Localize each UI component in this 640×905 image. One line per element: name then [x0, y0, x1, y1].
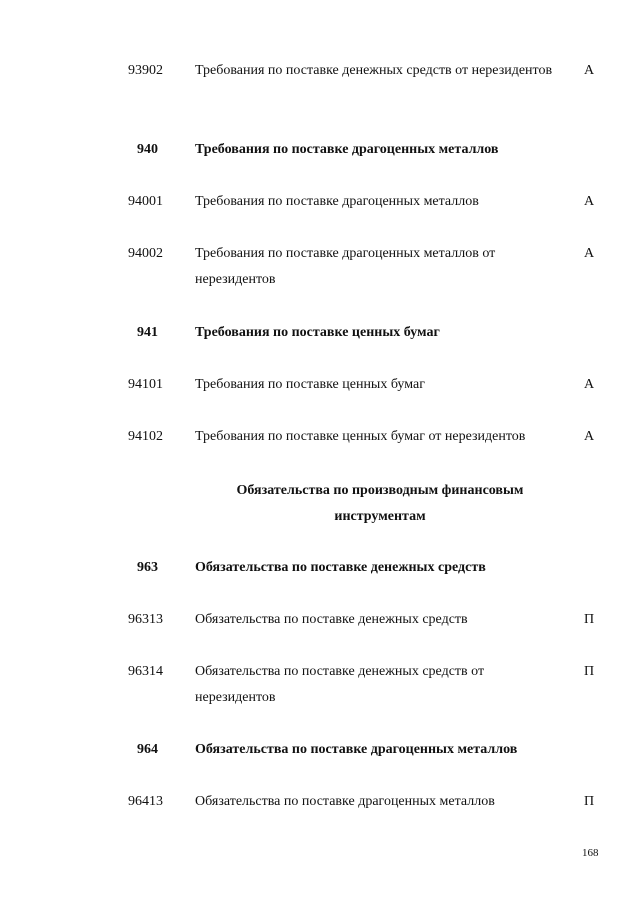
account-code: 96314 [128, 664, 163, 679]
account-title: Обязательства по поставке денежных средств [195, 612, 468, 627]
group-code: 964 [137, 742, 158, 757]
account-title: Требования по поставке ценных бумаг от нерезидентов [195, 429, 526, 444]
group-title: Обязательства по поставке денежных средств [195, 560, 486, 575]
account-type-mark: А [584, 194, 595, 209]
account-title: Требования по поставке драгоценных металлов [195, 194, 479, 209]
account-code: 96413 [128, 794, 163, 809]
group-code: 940 [137, 142, 158, 157]
group-title: Требования по поставке ценных бумаг [195, 325, 440, 340]
group-title: Обязательства по поставке драгоценных металлов [195, 742, 518, 757]
account-type-mark: А [584, 377, 595, 392]
account-title: Требования по поставке драгоценных металлов от нерезидентов [195, 246, 496, 287]
account-type-mark: П [584, 794, 595, 809]
account-type-mark: П [584, 612, 595, 627]
account-code: 94101 [128, 377, 163, 392]
account-title: Требования по поставке денежных средств от нерезидентов [195, 63, 553, 78]
group-title: Требования по поставке драгоценных металлов [195, 142, 499, 157]
account-code: 96313 [128, 612, 163, 627]
section-heading: Обязательства по производным финансовым инструментам [236, 483, 524, 524]
account-code: 94102 [128, 429, 163, 444]
account-type-mark: А [584, 429, 595, 444]
account-code: 94002 [128, 246, 163, 261]
group-code: 963 [137, 560, 158, 575]
group-code: 941 [137, 325, 158, 340]
account-type-mark: П [584, 664, 595, 679]
account-title: Обязательства по поставке драгоценных металлов [195, 794, 495, 809]
page-number: 168 [582, 847, 599, 859]
account-code: 93902 [128, 63, 163, 78]
account-title: Обязательства по поставке денежных средств от нерезидентов [195, 664, 485, 705]
account-type-mark: А [584, 63, 595, 78]
account-type-mark: А [584, 246, 595, 261]
account-code: 94001 [128, 194, 163, 209]
account-title: Требования по поставке ценных бумаг [195, 377, 425, 392]
